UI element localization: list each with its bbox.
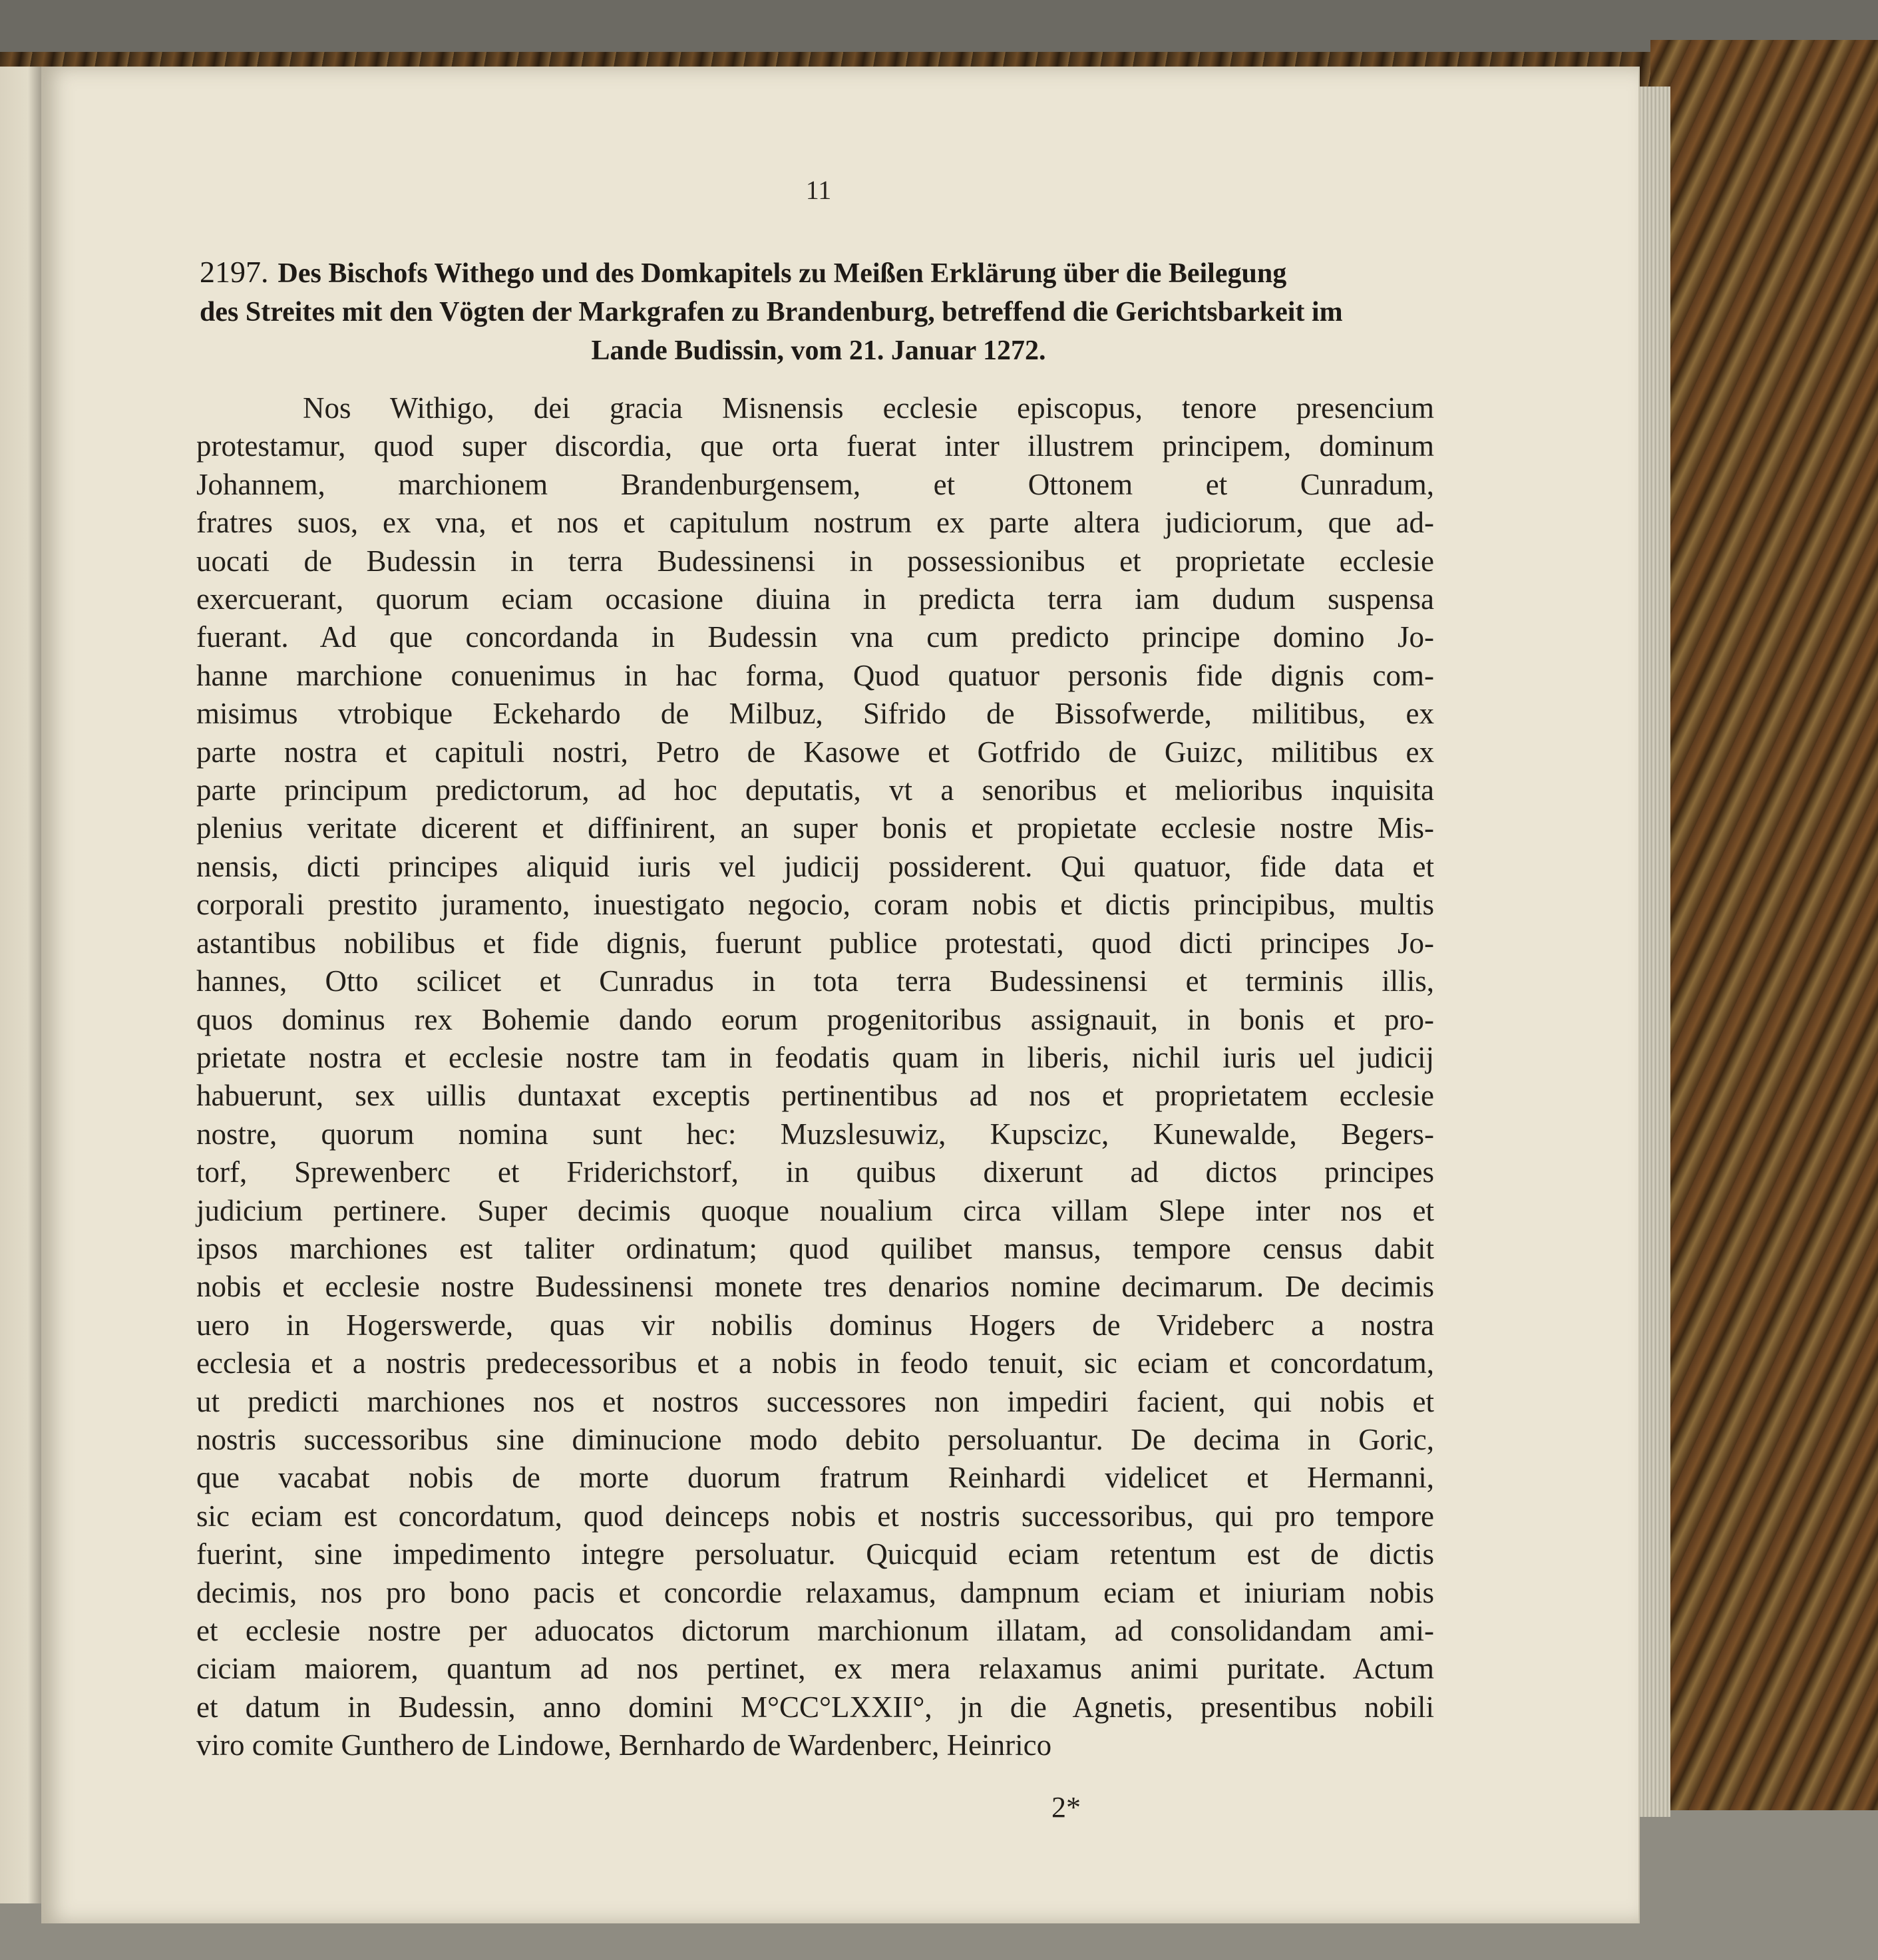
text-line: que vacabat nobis de morte duorum fratrum Reinhardi videlicet et Hermanni, <box>196 1461 1434 1495</box>
text-line: ciciam maiorem, quantum ad nos pertinet, ex mera relaxamus animi puritate. Actum <box>196 1652 1434 1686</box>
text-line: parte nostra et capituli nostri, Petro de Kasowe et Gotfrido de Guizc, militibus ex <box>196 735 1434 769</box>
printer-signature-mark: 2* <box>1051 1791 1081 1824</box>
text-line: fratres suos, ex vna, et nos et capitulum nostrum ex parte altera judiciorum, que ad- <box>196 506 1434 540</box>
text-line: ipsos marchiones est taliter ordinatum; quod quilibet mansus, tempore census dabit <box>196 1231 1434 1265</box>
text-line: nostre, quorum nomina sunt hec: Muzslesuwiz, Kupscizc, Kunewalde, Begers- <box>196 1117 1434 1151</box>
text-line: corporali prestito juramento, inuestigato negocio, coram nobis et dictis principibus, multis <box>196 888 1434 922</box>
text-line: exercuerant, quorum eciam occasione diuina in predicta terra iam dudum suspensa <box>196 582 1434 616</box>
text-line: torf, Sprewenberc et Friderichstorf, in quibus dixerunt ad dictos principes <box>196 1155 1434 1189</box>
book-cover-marbled <box>1650 40 1878 1810</box>
text-line: viro comite Gunthero de Lindowe, Bernhardo de Wardenberc, Heinrico <box>196 1728 1052 1762</box>
text-line: ecclesia et a nostris predecessoribus et a nobis in feodo tenuit, sic eciam et concordatum, <box>196 1346 1434 1380</box>
text-line: prietate nostra et ecclesie nostre tam in feodatis quam in liberis, nichil iuris uel judicij <box>196 1040 1434 1074</box>
text-line: hanne marchione conuenimus in hac forma, Quod quatuor personis fide dignis com- <box>196 658 1434 692</box>
text-line: habuerunt, sex uillis duntaxat exceptis pertinentibus ad nos et proprietatem ecclesie <box>196 1079 1434 1113</box>
document-body <box>196 389 1434 1765</box>
text-line: protestamur, quod super discordia, que orta fuerat inter illustrem principem, dominum <box>196 429 1434 463</box>
document-number: 2197. <box>200 255 269 289</box>
text-line: uocati de Budessin in terra Budessinensi in possessionibus et proprietate ecclesie <box>196 544 1434 578</box>
text-line: nensis, dicti principes aliquid iuris vel judicij possiderent. Qui quatuor, fide data et <box>196 849 1434 883</box>
heading-line: des Streites mit den Vögten der Markgrafen zu Brandenburg, betreffend die Gerichtsbarkeit im <box>200 297 1343 327</box>
text-line: uero in Hogerswerde, quas vir nobilis dominus Hogers de Vrideberc a nostra <box>196 1308 1434 1342</box>
heading-line: 2197. Des Bischofs Withego und des Domkapitels zu Meißen Erklärung über die Beilegung <box>200 255 1287 289</box>
text-line: fuerant. Ad que concordanda in Budessin vna cum predicto principe domino Jo- <box>196 620 1434 654</box>
text-line: ut predicti marchiones nos et nostros successores non impediri facient, qui nobis et <box>196 1384 1434 1418</box>
text-line: Nos Withigo, dei gracia Misnensis ecclesie episcopus, tenore presencium <box>303 391 1434 425</box>
facing-page-edge <box>0 67 47 1903</box>
text-line: sic eciam est concordatum, quod deinceps nobis et nostris successoribus, qui pro tempore <box>196 1499 1434 1533</box>
text-line: judicium pertinere. Super decimis quoque noualium circa villam Slepe inter nos et <box>196 1193 1434 1227</box>
text-line: decimis, nos pro bono pacis et concordie relaxamus, dampnum eciam et iniuriam nobis <box>196 1575 1434 1609</box>
document-heading <box>200 253 1437 370</box>
heading-line: Lande Budissin, vom 21. Januar 1272. <box>591 335 1046 366</box>
text-line: et datum in Budessin, anno domini M°CC°LXXII°, jn die Agnetis, presentibus nobili <box>196 1690 1434 1724</box>
page-number: 11 <box>805 175 832 205</box>
text-line: astantibus nobilibus et fide dignis, fuerunt publice protestati, quod dicti principes Jo- <box>196 926 1434 960</box>
text-line: fuerint, sine impedimento integre persoluatur. Quicquid eciam retentum est de dictis <box>196 1537 1434 1571</box>
text-line: plenius veritate dicerent et diffinirent, an super bonis et propietate ecclesie nostre Mis- <box>196 811 1434 845</box>
text-line: parte principum predictorum, ad hoc deputatis, vt a senoribus et melioribus inquisita <box>196 773 1434 807</box>
scanner-background <box>0 0 1878 53</box>
text-line: quos dominus rex Bohemie dando eorum progenitoribus assignauit, in bonis et pro- <box>196 1002 1434 1036</box>
text-line: nobis et ecclesie nostre Budessinensi monete tres denarios nomine decimarum. De decimis <box>196 1270 1434 1304</box>
text-line: misimus vtrobique Eckehardo de Milbuz, Sifrido de Bissofwerde, militibus, ex <box>196 697 1434 731</box>
text-line: Johannem, marchionem Brandenburgensem, et Ottonem et Cunradum, <box>196 467 1434 501</box>
text-line: nostris successoribus sine diminucione modo debito persoluantur. De decima in Goric, <box>196 1422 1434 1456</box>
text-line: et ecclesie nostre per aduocatos dictorum marchionum illatam, ad consolidandam ami- <box>196 1614 1434 1647</box>
text-line: hannes, Otto scilicet et Cunradus in tota terra Budessinensi et terminis illis, <box>196 964 1434 998</box>
